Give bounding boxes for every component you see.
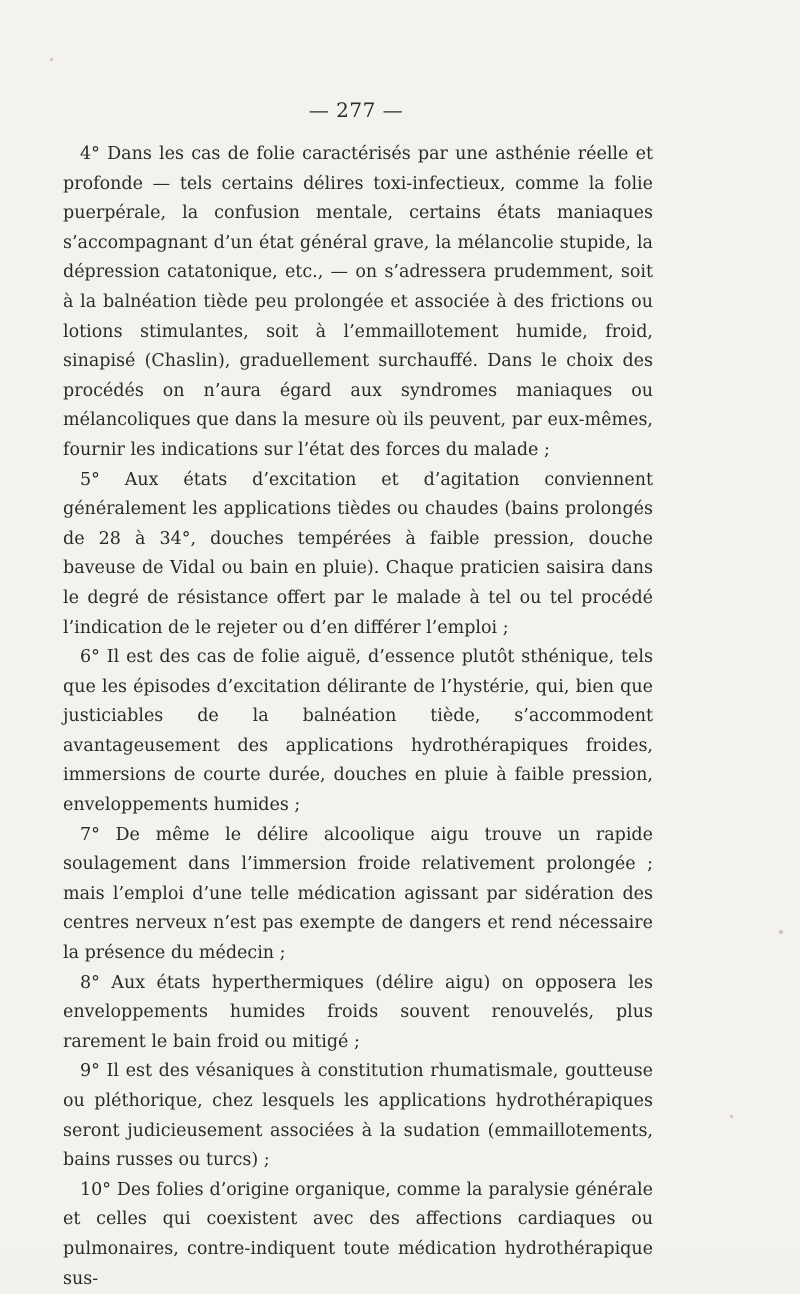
paragraph-4: 4° Dans les cas de folie caractérisés par une asthénie réelle et profonde — tels certains délires toxi-infectieux, comme la folie puerpérale, la confusion mentale, certains états maniaques s’accompagnant d’un état général grave, la mélancolie stupide, la dépression catatonique, etc., — on s’adressera prudemment, soit à la balnéation tiède peu prolongée et associée à des frictions ou lotions stimulantes, soit à l’emmaillotement humide, froid, sinapisé (Chaslin), graduellement surchauffé. Dans le choix des procédés on n’aura égard aux syndromes maniaques ou mélancoliques que dans la mesure où ils peuvent, par eux-mêmes, fournir les indications sur l’état des forces du malade ; [63,144,653,460]
paragraph-5: 5° Aux états d’excitation et d’agitation conviennent généralement les applications tièdes ou chaudes (bains prolongés de 28 à 34°, douches tempérées à faible pression, douche baveuse de Vidal ou bain en pluie). Chaque praticien saisira dans le degré de résistance offert par le malade à tel ou tel procédé l’indication de le rejeter ou d’en différer l’emploi ; [63,469,653,638]
paragraph-9: 9° Il est des vésaniques à constitution rhumatismale, goutteuse ou pléthorique, chez lesquels les applications hydrothérapiques seront judicieusement associées à la sudation (emmaillotements, bains russes ou turcs) ; [63,1061,653,1171]
paper-speck [779,930,783,934]
paragraph-7: 7° De même le délire alcoolique aigu trouve un rapide soulagement dans l’immersion froide relativement prolongée ; mais l’emploi d’une telle médication agissant par sidération des centres nerveux n’est pas exempte de dangers et rend nécessaire la présence du médecin ; [63,824,653,964]
paragraph-8: 8° Aux états hyperthermiques (délire aigu) on opposera les enveloppements humides froids souvent renouvelés, plus rarement le bain froid ou mitigé ; [63,972,653,1052]
paragraph-6: 6° Il est des cas de folie aiguë, d’essence plutôt sthénique, tels que les épisodes d’excitation délirante de l’hystérie, qui, bien que justiciables de la balnéation tiède, s’accommodent avantageusement des applications hydrothérapiques froides, immersions de courte durée, douches en pluie à faible pression, enveloppements humides ; [63,647,653,816]
paper-speck [730,1115,733,1118]
paper-speck [50,58,53,61]
paragraph-10: 10° Des folies d’origine organique, comme la paralysie générale et celles qui coexistent avec des affections cardiaques ou pulmonaires, contre-indiquent toute médication hydrothérapique sus- [63,1179,653,1289]
page-number: — 277 — [308,98,404,122]
body-text [63,140,653,1294]
